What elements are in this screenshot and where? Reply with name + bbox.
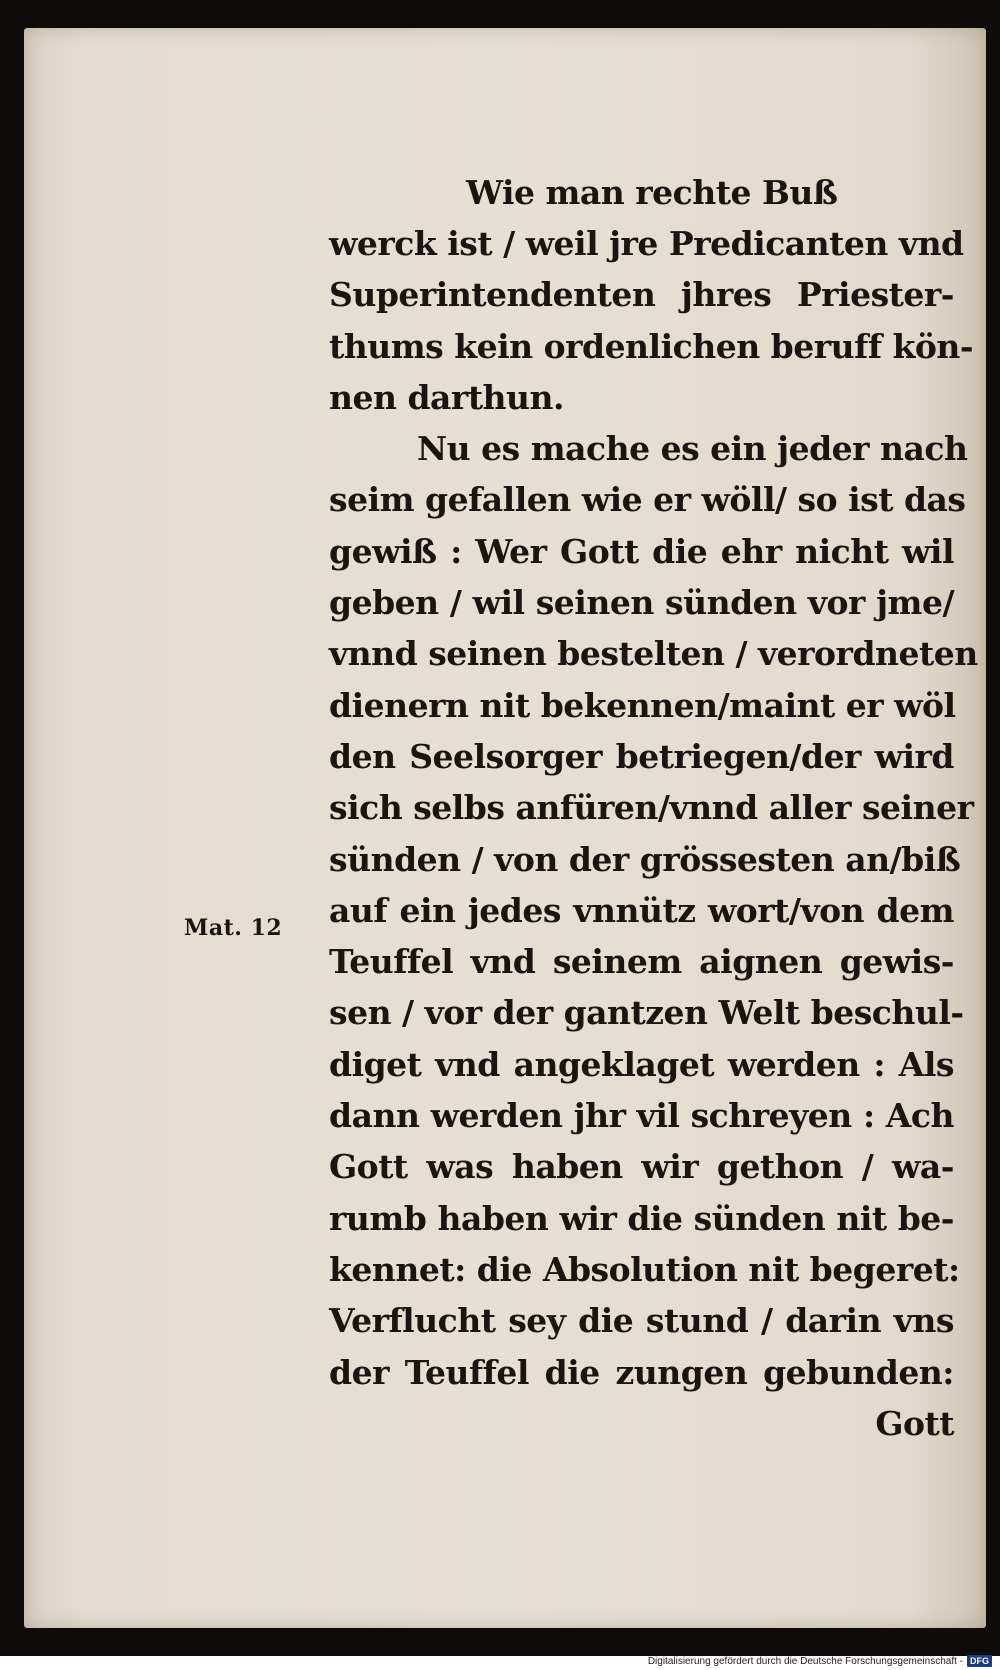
text-line: Superintendenten jhres Priester- [329, 275, 954, 315]
text-line: den Seelsorger betriegen/der wird [329, 736, 954, 776]
margin-reference: Mat. 12 [184, 915, 283, 941]
text-line: Nu es mache es ein jeder nach [417, 429, 968, 469]
text-line: diget vnd angeklaget werden : Als [329, 1044, 954, 1084]
text-line: auf ein jedes vnnütz wort/von dem [329, 890, 954, 930]
text-line: vnnd seinen bestelten / verordneten [329, 634, 978, 674]
text-line: kennet: die Absolution nit begeret: [329, 1249, 960, 1289]
text-line: Teuffel vnd seinem aignen gewis- [329, 942, 954, 982]
dfg-logo-icon: DFG [967, 1655, 992, 1667]
text-line: Verflucht sey die stund / darin vns [329, 1301, 954, 1341]
credit-text: Digitalisierung gefördert durch die Deutsche Forschungsgemeinschaft - [647, 1655, 963, 1667]
text-line: rumb haben wir die sünden nit be- [329, 1198, 954, 1238]
text-line: dann werden jhr vil schreyen : Ach [329, 1096, 954, 1136]
text-line: der Teuffel die zungen gebunden: [329, 1352, 954, 1392]
text-line: geben / wil seinen sünden vor jme/ [329, 583, 954, 623]
text-line: sünden / von der grössesten an/biß [329, 839, 961, 879]
text-line: dienern nit bekennen/maint er wöl [329, 685, 956, 725]
text-line: sen / vor der gantzen Welt beschul- [329, 993, 964, 1033]
running-header: Wie man rechte Buß [466, 173, 838, 212]
digitization-credit [648, 1654, 992, 1668]
book-page [24, 28, 986, 1628]
text-line: Gott was haben wir gethon / wa- [329, 1147, 954, 1187]
page-text [329, 158, 978, 1449]
text-line: nen darthun. [329, 377, 565, 417]
text-line: thums kein ordenlichen beruff kön- [329, 326, 974, 366]
text-line: seim gefallen wie er wöll/ so ist das [329, 480, 966, 520]
text-line: gewiß : Wer Gott die ehr nicht wil [329, 531, 954, 571]
text-line: werck ist / weil jre Predicanten vnd [329, 224, 964, 263]
text-line: sich selbs anfüren/vnnd aller seiner [329, 788, 974, 828]
catchword: Gott [875, 1403, 954, 1443]
